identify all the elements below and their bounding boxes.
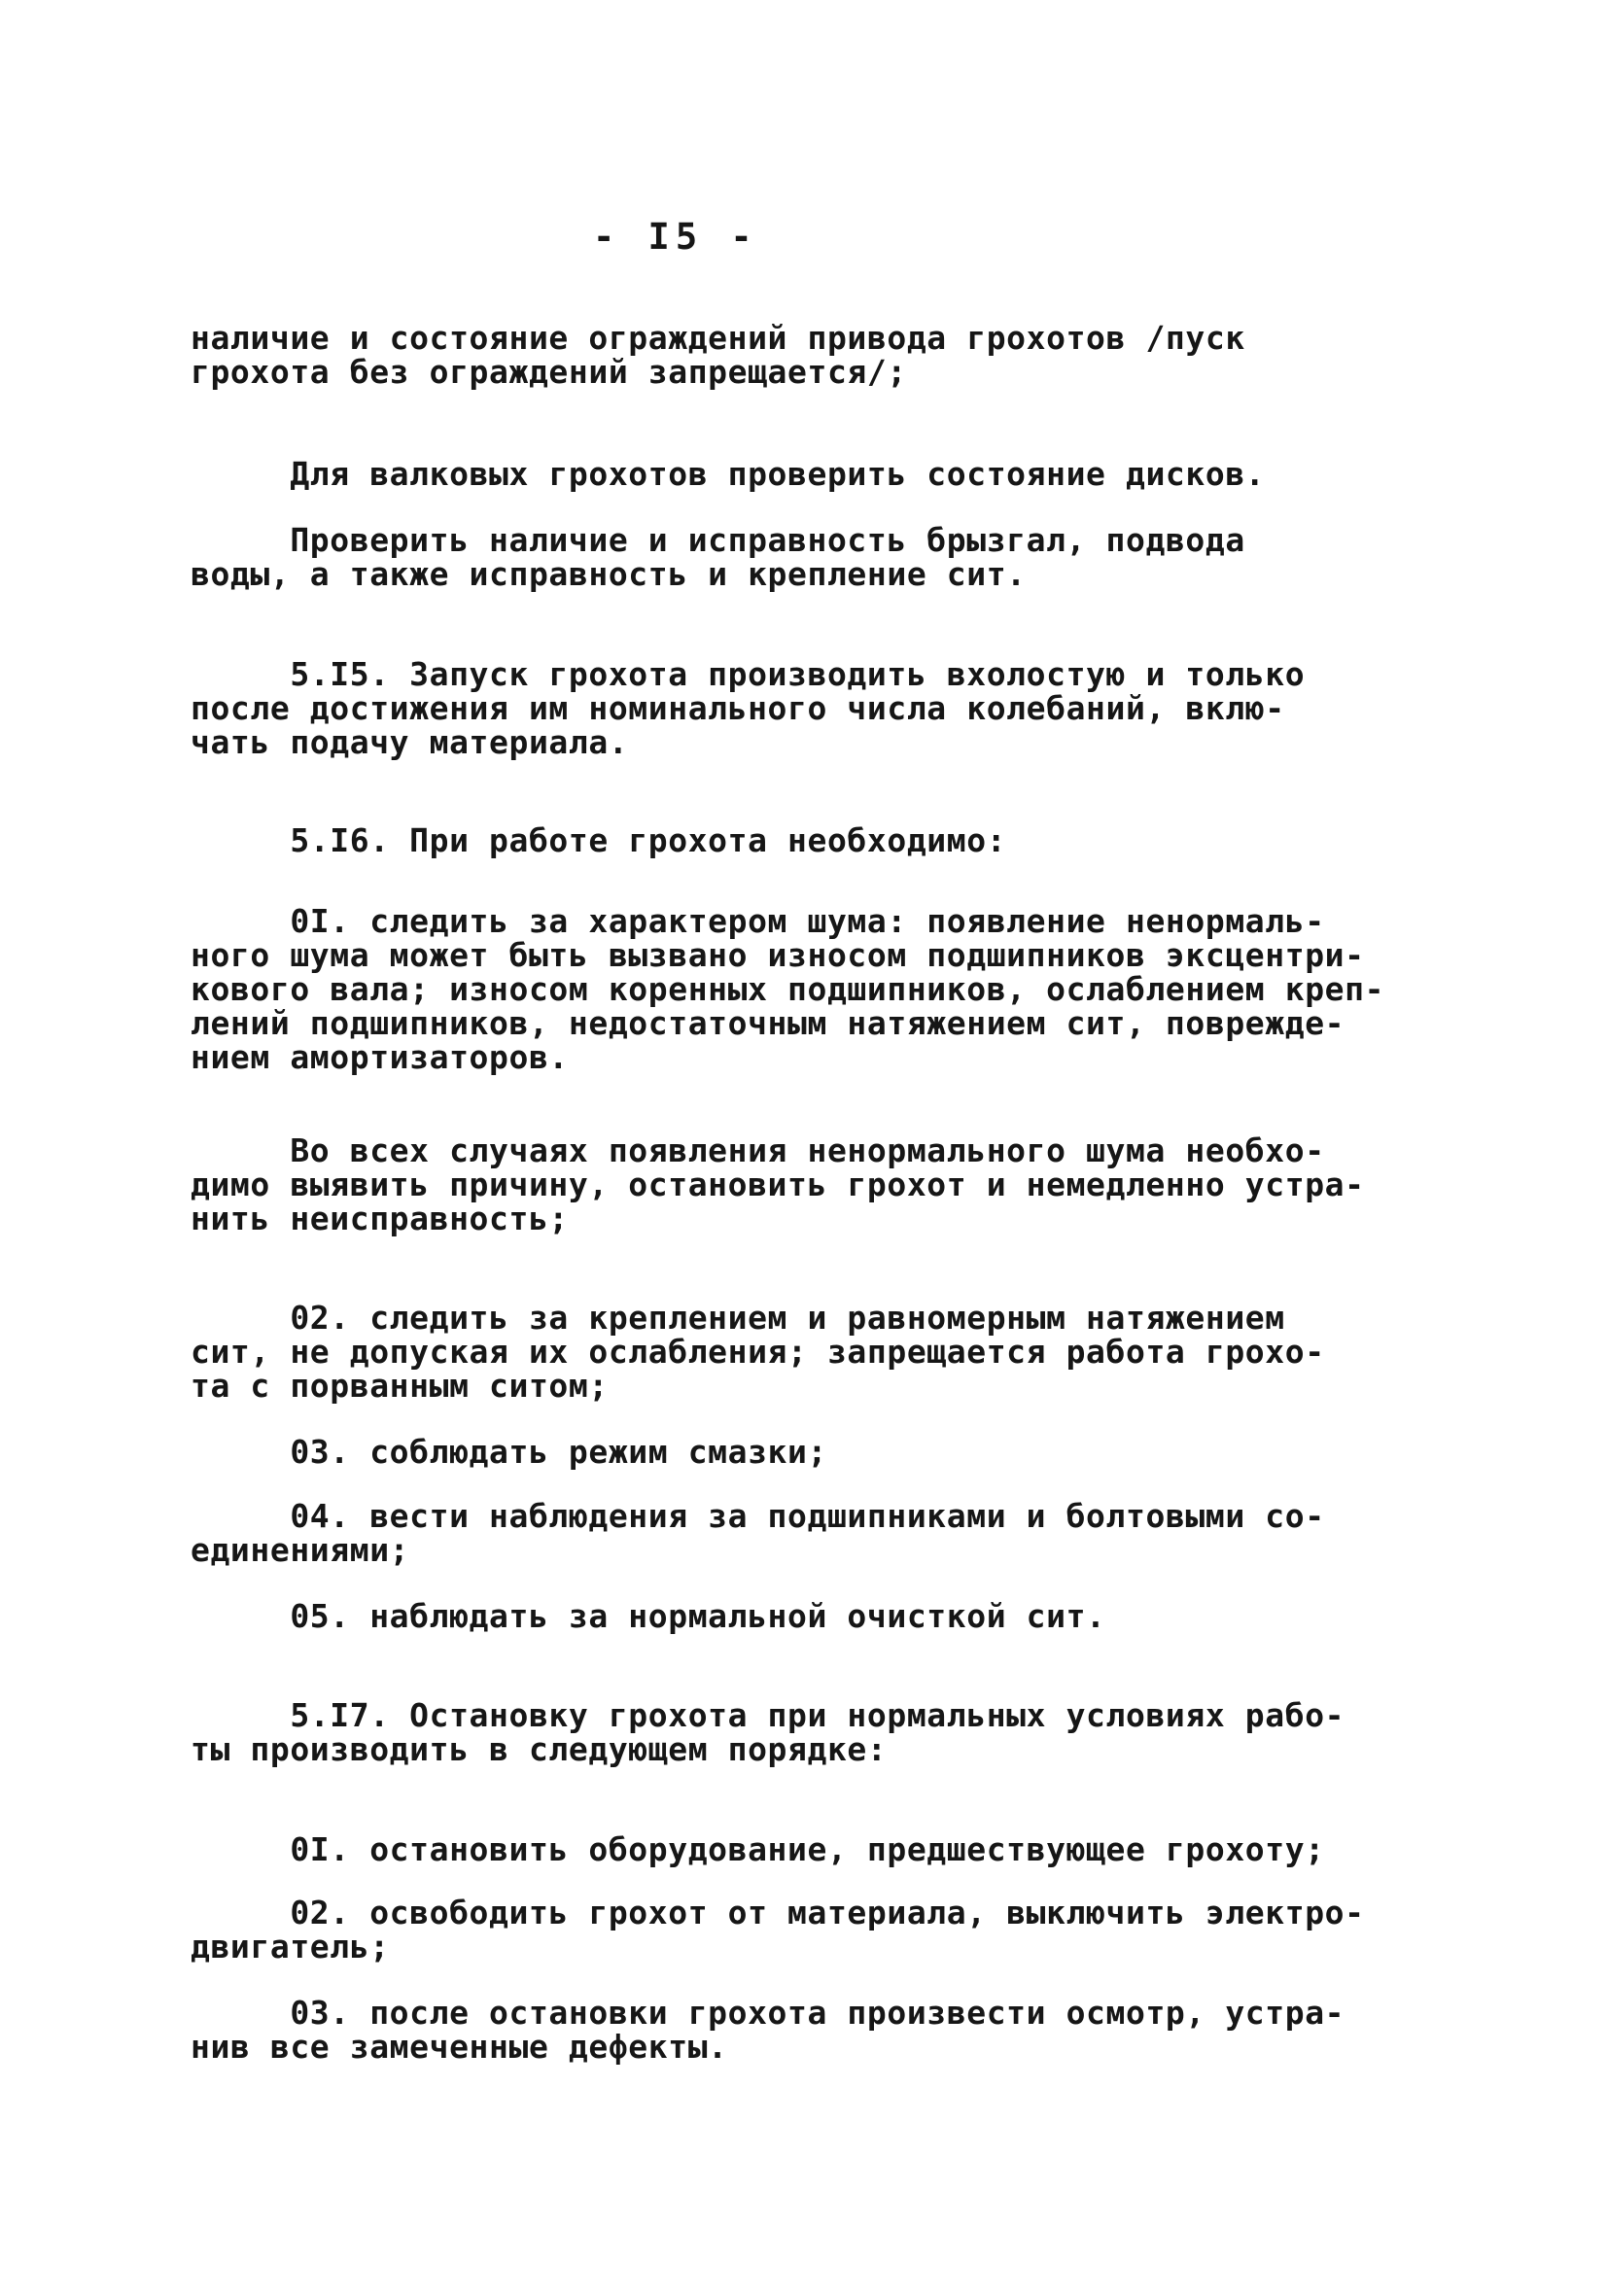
text-line: димо выявить причину, остановить грохот и немедленно устра- (191, 1165, 1365, 1203)
text-line: та с порванным ситом; (191, 1367, 609, 1405)
text-line: чать подачу материала. (191, 723, 629, 761)
paragraph-abnormal-noise (191, 1133, 1425, 1235)
text-line: сит, не допуская их ослабления; запрещается работа грохо- (191, 1333, 1325, 1371)
text-line: единениями; (191, 1531, 410, 1569)
text-line: грохота без ограждений запрещается/; (191, 353, 907, 391)
paragraph-item-03-lubrication (191, 1435, 1425, 1469)
text-line: после достижения им номинального числа колебаний, вклю- (191, 689, 1285, 727)
page-number: - I5 - (593, 216, 758, 258)
text-line: 04. вести наблюдения за подшипниками и болтовыми со- (191, 1497, 1325, 1535)
paragraph-5-17 (191, 1698, 1425, 1766)
paragraph-item-04-bearings (191, 1499, 1425, 1567)
text-line: нить неисправность; (191, 1200, 569, 1237)
text-line: 05. наблюдать за нормальной очисткой сит. (191, 1597, 1106, 1635)
paragraph-sprayers (191, 523, 1425, 591)
text-line: ного шума может быть вызвано износом подшипников эксцентри- (191, 936, 1365, 974)
paragraph-item-01-noise (191, 904, 1425, 1074)
paragraph-5-16 (191, 823, 1425, 857)
paragraph-item-02-sieves (191, 1301, 1425, 1403)
text-line: 03. соблюдать режим смазки; (191, 1433, 827, 1471)
text-line: нием амортизаторов. (191, 1038, 569, 1076)
text-line: 5.I7. Остановку грохота при нормальных условиях рабо- (191, 1696, 1345, 1734)
text-line: 5.I5. Запуск грохота производить вхолостую и только (191, 655, 1306, 693)
paragraph-stop-step-02 (191, 1896, 1425, 1964)
text-line: 0I. следить за характером шума: появление ненормаль- (191, 902, 1325, 940)
text-line: Для валковых грохотов проверить состояние дисков. (191, 455, 1266, 493)
text-line: воды, а также исправность и крепление сит. (191, 555, 1027, 593)
paragraph-roller-screens (191, 457, 1425, 491)
text-line: 02. следить за креплением и равномерным натяжением (191, 1299, 1285, 1337)
text-line: ты производить в следующем порядке: (191, 1730, 888, 1768)
text-line: 0I. остановить оборудование, предшествующее грохоту; (191, 1830, 1325, 1868)
text-line: наличие и состояние ограждений привода грохотов /пуск (191, 319, 1245, 357)
text-line: лений подшипников, недостаточным натяжением сит, поврежде- (191, 1004, 1345, 1042)
text-line: 5.I6. При работе грохота необходимо: (191, 821, 1007, 859)
paragraph-stop-step-03 (191, 1996, 1425, 2064)
paragraph-guards (191, 321, 1425, 389)
text-line: нив все замеченные дефекты. (191, 2028, 728, 2066)
text-line: 02. освободить грохот от материала, выключить электро- (191, 1894, 1365, 1931)
text-line: двигатель; (191, 1928, 390, 1966)
paragraph-stop-step-01 (191, 1832, 1425, 1866)
text-line: Проверить наличие и исправность брызгал, подвода (191, 521, 1245, 559)
paragraph-item-05-cleaning (191, 1599, 1425, 1633)
text-line: кового вала; износом коренных подшипников, ослаблением креп- (191, 970, 1385, 1008)
text-line: 03. после остановки грохота произвести осмотр, устра- (191, 1994, 1345, 2032)
paragraph-5-15 (191, 657, 1425, 759)
text-line: Во всех случаях появления ненормального шума необхо- (191, 1131, 1325, 1169)
